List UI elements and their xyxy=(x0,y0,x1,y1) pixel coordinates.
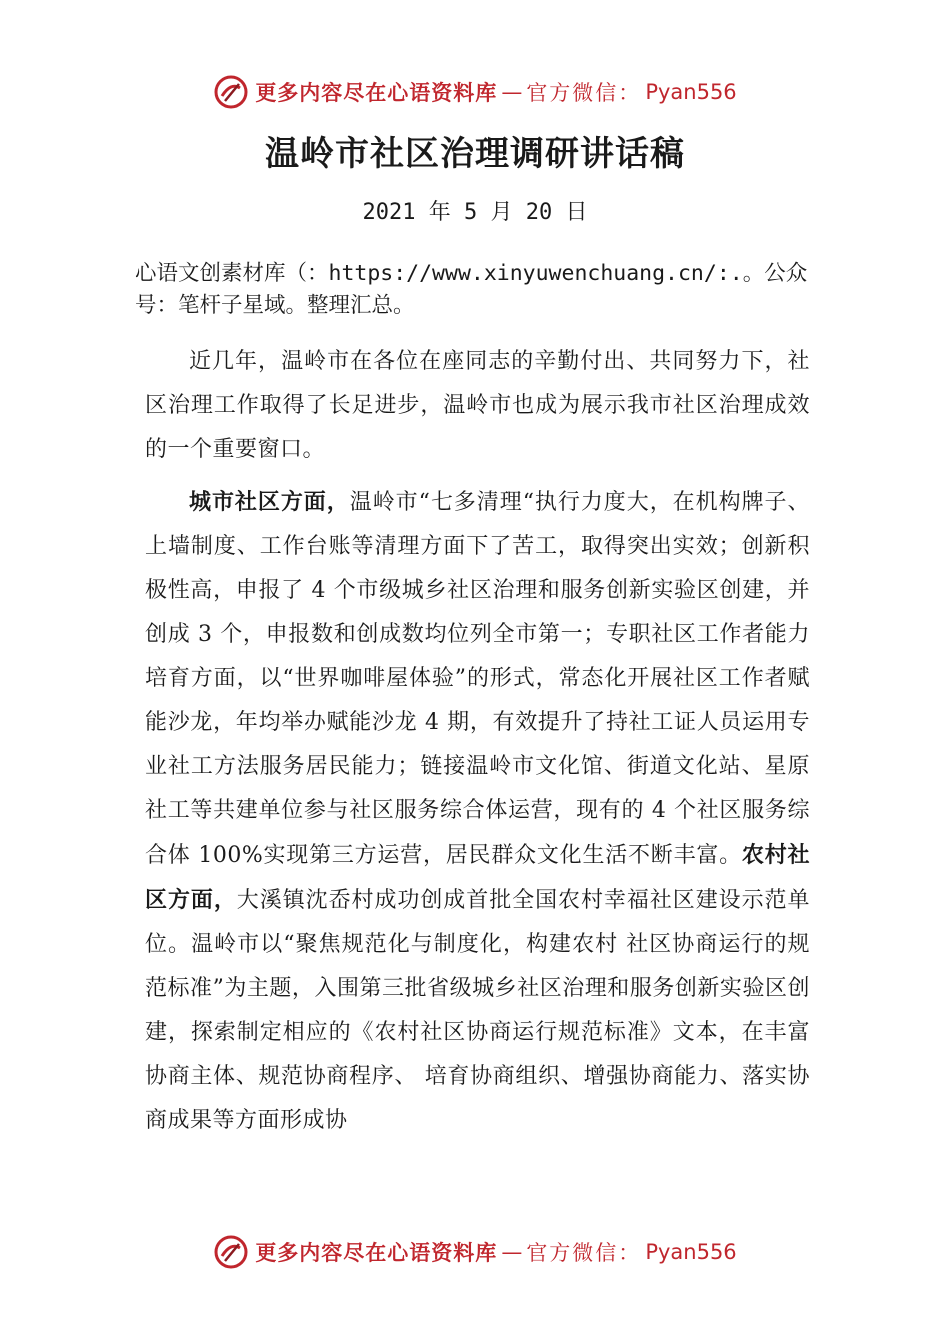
paragraph-community xyxy=(145,480,810,1143)
document-title: 温岭市社区治理调研讲话稿 xyxy=(265,134,685,174)
banner-text: 更多内容尽在心语资料库 xyxy=(255,1241,498,1265)
rural-text: 大溪镇沈岙村成功创成首批全国农村幸福社区建设示范单位。温岭市以“聚焦规范化与制度化，构建农村 社区协商运行的规范标准”为主题，入围第三批省级城乡社区治理和服务创新实验区创建，探索制定相应的《农村社区协商运行规范标准》文本，在丰富协商主体、规范协商程序、 培育协商组织、增强协商能力、落实协商成果等方面形成协 xyxy=(145,888,810,1133)
document-body xyxy=(145,340,810,1151)
banner-wechat-id: Pyan556 xyxy=(645,80,737,104)
banner-text: 更多内容尽在心语资料库 xyxy=(255,81,498,105)
document-date: 2021 年 5 月 20 日 xyxy=(362,200,588,225)
brand-logo-icon xyxy=(213,74,249,110)
heading-urban: 城市社区方面， xyxy=(189,489,350,515)
brand-logo-icon xyxy=(213,1234,249,1270)
heading-rural: 农村社区方面， xyxy=(145,842,810,913)
paragraph-intro: 近几年，温岭市在各位在座同志的辛勤付出、共同努力下，社区治理工作取得了长足进步，温岭市也成为展示我市社区治理成效的一个重要窗口。 xyxy=(145,349,810,462)
banner-wechat-label: 官方微信： xyxy=(526,1241,642,1265)
source-note: 心语文创素材库（：https://www.xinyuwenchuang.cn/:.。公众号：笔杆子星域。整理汇总。 xyxy=(135,261,808,318)
banner-wechat-id: Pyan556 xyxy=(645,1240,737,1264)
banner-wechat-label: 官方微信： xyxy=(526,81,642,105)
footer-banner xyxy=(0,1232,950,1272)
header-banner xyxy=(0,72,950,112)
banner-dash: — xyxy=(501,1240,523,1264)
urban-text: 温岭市“七多清理“执行力度大，在机构牌子、上墙制度、工作台账等清理方面下了苦工，取得突出实效；创新积极性高，申报了 4 个市级城乡社区治理和服务创新实验区创建，并创成 3 个，申报数和创成数均位列全市第一；专职社区工作者能力培育方面，以“世界咖啡屋体验”的形式，常态化开展社区工作者赋能沙龙，年均举办赋能沙龙 4 期，有效提升了持社工证人员运用专业社工方法服务居民能力；链接温岭市文化馆、街道文化站、星原社工等共建单位参与社区服务综合体运营，现有的 4 个社区服务综合体 100%实现第三方运营，居民群众文化生活不断丰富。 xyxy=(145,490,810,868)
banner-dash: — xyxy=(501,80,523,104)
